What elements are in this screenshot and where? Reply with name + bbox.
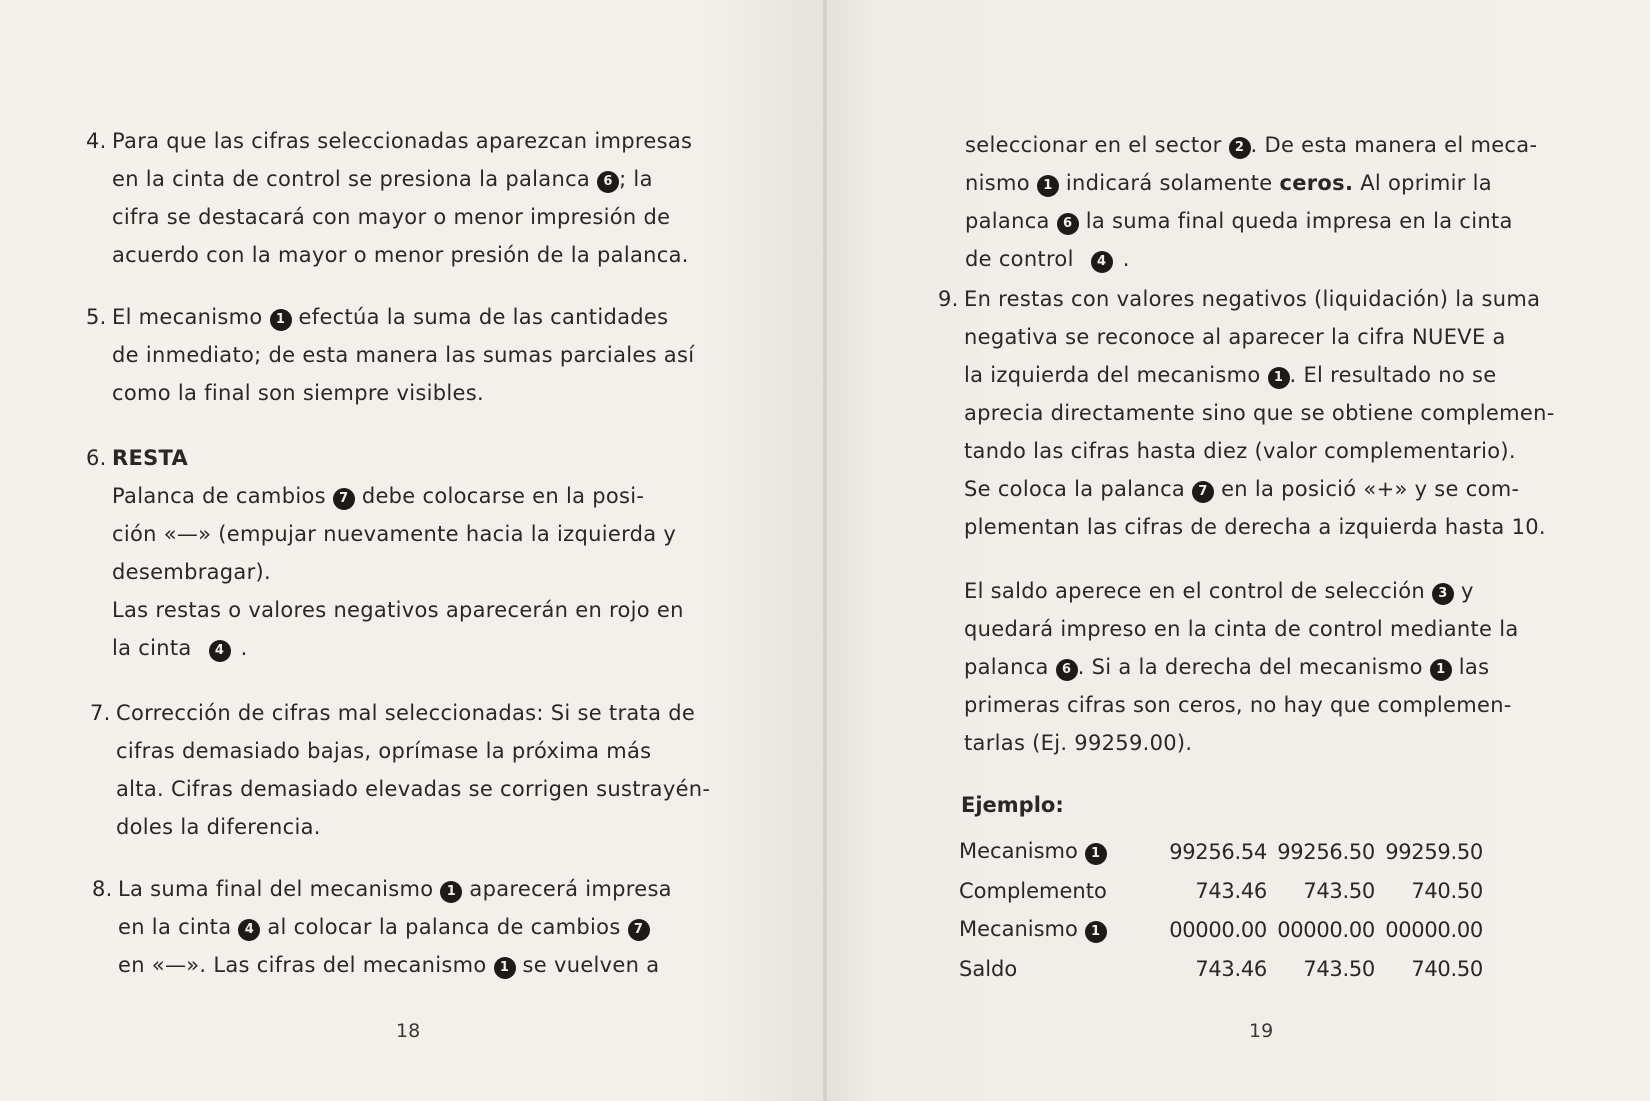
label-cell <box>959 949 1159 988</box>
text-line: En restas con valores negativos (liquidación) la suma <box>964 287 1541 311</box>
reference-badge: 1 <box>494 957 516 979</box>
text-line: desembragar). <box>112 560 272 584</box>
text-line: El saldo aperece en el control de selección 3 y <box>964 579 1474 603</box>
row-label: Complemento <box>959 878 1107 903</box>
row-label: Mecanismo <box>959 838 1078 863</box>
reference-badge: 1 <box>1037 175 1059 197</box>
right-page <box>825 0 1650 1101</box>
text-line: La suma final del mecanismo 1 aparecerá impresa <box>118 877 672 901</box>
reference-badge: 7 <box>333 488 355 510</box>
reference-badge: 1 <box>1268 367 1290 389</box>
text-line: tarlas (Ej. 99259.00). <box>964 731 1193 755</box>
example-row <box>959 871 1483 910</box>
example-row <box>959 832 1483 871</box>
text-line: plementan las cifras de derecha a izquierda hasta 10. <box>964 515 1546 539</box>
value-cell: 00000.00 <box>1277 917 1375 942</box>
item-7 <box>90 694 728 846</box>
item-8-continued <box>965 126 1581 278</box>
reference-badge: 1 <box>1085 843 1107 865</box>
text-line: acuerdo con la mayor o menor presión de la palanca. <box>112 243 689 267</box>
item-4 <box>86 122 728 274</box>
value-cell: 99256.50 <box>1277 839 1375 864</box>
item-number: 6. <box>86 446 107 470</box>
text-line: palanca 6 . Si a la derecha del mecanismo 1 las <box>964 655 1490 679</box>
reference-badge: 4 <box>209 640 231 662</box>
value-cell: 743.46 <box>1195 956 1267 981</box>
text-line: como la final son siempre visibles. <box>112 381 484 405</box>
reference-badge: 4 <box>238 919 260 941</box>
reference-badge: 6 <box>1057 213 1079 235</box>
reference-badge: 1 <box>270 309 292 331</box>
item-number: 9. <box>938 287 959 311</box>
text-line: seleccionar en el sector 2 . De esta manera el meca- <box>965 133 1538 157</box>
reference-badge: 1 <box>440 881 462 903</box>
example-row <box>959 910 1483 949</box>
item-number: 7. <box>90 701 111 725</box>
text-line: en la cinta de control se presiona la palanca 6 ; la <box>112 167 653 191</box>
text-line: quedará impreso en la cinta de control mediante la <box>964 617 1519 641</box>
text-line: El mecanismo 1 efectúa la suma de las cantidades <box>112 305 669 329</box>
label-cell <box>959 832 1159 871</box>
page-number: 19 <box>1249 1020 1274 1042</box>
text-line: primeras cifras son ceros, no hay que complemen- <box>964 693 1512 717</box>
reference-badge: 6 <box>597 171 619 193</box>
example-table <box>959 832 1483 988</box>
value-cell: 00000.00 <box>1169 917 1267 942</box>
example-title: Ejemplo: <box>961 793 1064 817</box>
value-cell: 740.50 <box>1411 956 1483 981</box>
row-label: Mecanismo <box>959 916 1078 941</box>
text-line: tando las cifras hasta diez (valor complementario). <box>964 439 1516 463</box>
item-5 <box>86 298 728 412</box>
item-number: 4. <box>86 129 107 153</box>
reference-badge: 2 <box>1229 137 1251 159</box>
text-line: la izquierda del mecanismo 1 . El resultado no se <box>964 363 1497 387</box>
text-line: en la cinta 4 al colocar la palanca de cambios 7 <box>118 908 728 946</box>
text-line: Se coloca la palanca 7 en la posició «+» y se com- <box>964 477 1520 501</box>
item-9 <box>938 280 1581 546</box>
example-row <box>959 949 1483 988</box>
reference-badge: 7 <box>628 919 650 941</box>
reference-badge: 3 <box>1432 583 1454 605</box>
value-cell: 00000.00 <box>1385 917 1483 942</box>
text-line: aprecia directamente sino que se obtiene complemen- <box>964 401 1555 425</box>
text-line: Palanca de cambios 7 debe colocarse en la posi- <box>112 484 645 508</box>
label-cell <box>959 910 1159 949</box>
value-cell: 99259.50 <box>1385 839 1483 864</box>
item-6 <box>86 439 728 667</box>
text-line: palanca 6 la suma final queda impresa en la cinta <box>965 209 1513 233</box>
text-line: en «—». Las cifras del mecanismo 1 se vuelven a <box>118 953 660 977</box>
reference-badge: 1 <box>1430 659 1452 681</box>
value-cell: 740.50 <box>1411 878 1483 903</box>
saldo-paragraph <box>964 572 1581 762</box>
section-heading: RESTA <box>112 446 189 470</box>
reference-badge: 1 <box>1085 921 1107 943</box>
text-line: doles la diferencia. <box>116 815 321 839</box>
text-line: de inmediato; de esta manera las sumas parciales así <box>112 343 695 367</box>
text-line: de control 4 . <box>965 247 1130 271</box>
reference-badge: 4 <box>1091 251 1113 273</box>
item-8 <box>92 870 728 984</box>
text-line: ción «—» (empujar nuevamente hacia la izquierda y <box>112 522 677 546</box>
text-line: la cinta 4 . <box>112 636 248 660</box>
text-line: Corrección de cifras mal seleccionadas: Si se trata de <box>116 701 696 725</box>
text-line: alta. Cifras demasiado elevadas se corrigen sustrayén- <box>116 777 711 801</box>
text-line: Las restas o valores negativos aparecerán en rojo en <box>112 598 684 622</box>
value-cell: 99256.54 <box>1169 839 1267 864</box>
text-line: cifras demasiado bajas, oprímase la próxima más <box>116 739 652 763</box>
text-line: cifra se destacará con mayor o menor impresión de <box>112 205 671 229</box>
text-line: Para que las cifras seleccionadas aparezcan impresas <box>112 129 693 153</box>
reference-badge: 7 <box>1192 481 1214 503</box>
text-line: nismo 1 indicará solamente ceros. Al oprimir la <box>965 171 1492 195</box>
value-cell: 743.50 <box>1303 878 1375 903</box>
item-number: 5. <box>86 305 107 329</box>
value-cell: 743.46 <box>1195 878 1267 903</box>
page-number: 18 <box>396 1020 421 1042</box>
value-cell: 743.50 <box>1303 956 1375 981</box>
text-line: negativa se reconoce al aparecer la cifra NUEVE a <box>964 325 1506 349</box>
book-gutter <box>823 0 827 1101</box>
label-cell <box>959 871 1159 910</box>
item-number: 8. <box>92 877 113 901</box>
reference-badge: 6 <box>1056 659 1078 681</box>
row-label: Saldo <box>959 956 1018 981</box>
